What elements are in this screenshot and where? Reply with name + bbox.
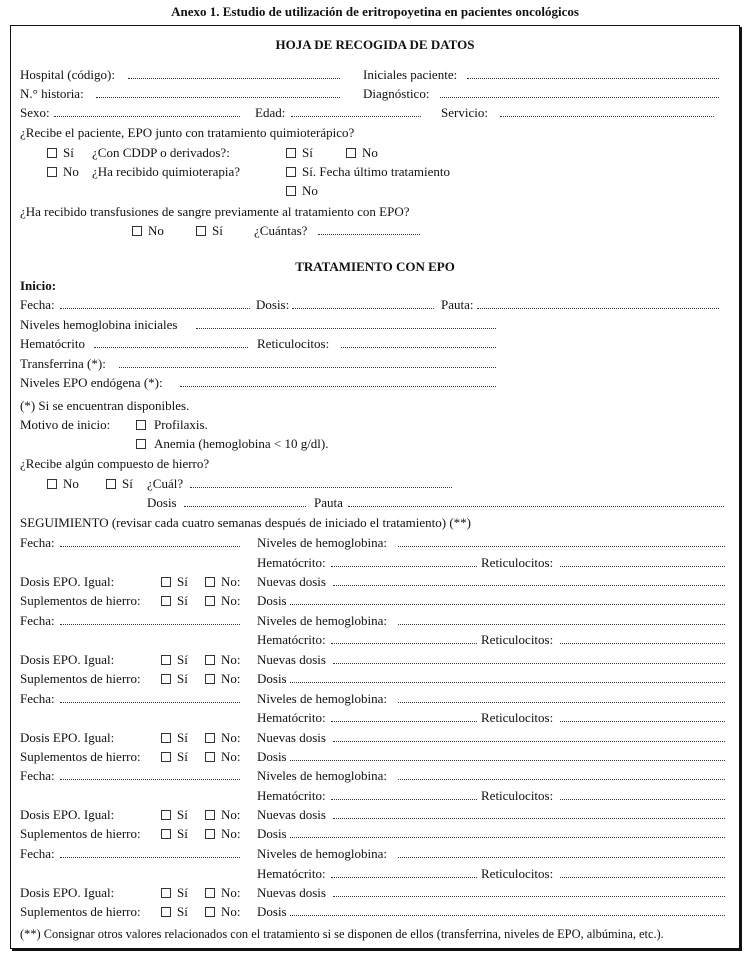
field-sexo[interactable] [54, 116, 240, 117]
label-si: Sí [177, 593, 188, 608]
field-nuevas-dosis[interactable] [333, 585, 725, 586]
label-reticulocitos: Reticulocitos: [257, 336, 330, 351]
field-nuevas-dosis[interactable] [333, 663, 725, 664]
checkbox-quimio-no[interactable] [47, 167, 57, 177]
checkbox-quimio-si[interactable] [47, 148, 57, 158]
field-fecha[interactable] [60, 308, 250, 309]
label-motivo: Motivo de inicio: [20, 417, 111, 432]
field-nuevas-dosis[interactable] [333, 741, 725, 742]
label-niveles-hemoglobina: Niveles de hemoglobina: [257, 846, 387, 862]
label-niveles-hemoglobina: Niveles de hemoglobina: [257, 768, 387, 784]
label-no: No [63, 476, 79, 491]
field-suplementos-dosis[interactable] [290, 915, 725, 916]
checkbox-recibido-no[interactable] [286, 186, 296, 196]
checkbox-hierro-no[interactable] [47, 479, 57, 489]
checkbox-suplementos-si[interactable] [161, 907, 171, 917]
section-heading-datos: HOJA DE RECOGIDA DE DATOS [275, 37, 475, 52]
checkbox-dosis-no[interactable] [205, 577, 215, 587]
section-heading-tratamiento: TRATAMIENTO CON EPO [295, 259, 455, 274]
field-hierro-dosis[interactable] [184, 506, 306, 507]
label-anemia: Anemia (hemoglobina < 10 g/dl). [154, 436, 329, 451]
checkbox-suplementos-no[interactable] [205, 907, 215, 917]
field-hemoglobina[interactable] [196, 328, 496, 329]
field-iniciales[interactable] [467, 78, 719, 79]
annex-title: Anexo 1. Estudio de utilización de eritropoyetina en pacientes oncológicos [171, 4, 579, 19]
field-hematocrito[interactable] [331, 799, 477, 800]
field-fecha[interactable] [60, 624, 240, 625]
checkbox-suplementos-no[interactable] [205, 674, 215, 684]
label-epo-endogena: Niveles EPO endógena (*): [20, 375, 163, 390]
field-nuevas-dosis[interactable] [333, 818, 725, 819]
field-servicio[interactable] [500, 116, 714, 117]
checkbox-cddp-no[interactable] [346, 148, 356, 158]
field-suplementos-dosis[interactable] [290, 682, 725, 683]
checkbox-dosis-si[interactable] [161, 888, 171, 898]
label-cual: ¿Cuál? [147, 476, 184, 491]
label-suplementos: Suplementos de hierro: [20, 904, 141, 920]
field-suplementos-dosis[interactable] [290, 760, 725, 761]
field-dosis[interactable] [292, 308, 434, 309]
question-quimio: ¿Recibe el paciente, EPO junto con tratamiento quimioterápico? [20, 125, 355, 140]
checkbox-dosis-si[interactable] [161, 810, 171, 820]
label-nuevas-dosis: Nuevas dosis [257, 651, 326, 667]
field-historia[interactable] [96, 97, 340, 98]
label-si: Sí [177, 574, 188, 589]
label-historia: N.° historia: [20, 86, 84, 101]
label-no: No: [221, 826, 241, 842]
label-iniciales: Iniciales paciente: [363, 67, 458, 82]
label-profilaxis: Profilaxis. [154, 417, 208, 432]
question-recibido-quimio: ¿Ha recibido quimioterapia? [92, 164, 240, 179]
label-nuevas-dosis: Nuevas dosis [257, 807, 326, 823]
checkbox-profilaxis[interactable] [136, 420, 146, 430]
label-pauta: Pauta: [441, 297, 474, 312]
field-cual[interactable] [190, 487, 452, 488]
label-suplementos: Suplementos de hierro: [20, 748, 141, 764]
checkbox-dosis-si[interactable] [161, 733, 171, 743]
label-dosis: Dosis [257, 826, 287, 842]
question-hierro: ¿Recibe algún compuesto de hierro? [20, 456, 210, 471]
label-reticulocitos: Reticulocitos: [481, 710, 554, 726]
label-hematocrito: Hematócrito [20, 336, 85, 351]
label-si: Sí [212, 223, 223, 238]
field-nuevas-dosis[interactable] [333, 896, 725, 897]
label-no: No: [221, 748, 241, 764]
label-suplementos: Suplementos de hierro: [20, 593, 141, 608]
checkbox-anemia[interactable] [136, 439, 146, 449]
label-si: Sí [177, 885, 188, 901]
label-nuevas-dosis: Nuevas dosis [257, 729, 326, 745]
label-dosis: Dosis: [256, 297, 290, 312]
label-no: No: [221, 807, 241, 823]
field-fecha[interactable] [60, 857, 240, 858]
checkbox-hierro-si[interactable] [106, 479, 116, 489]
label-si: Sí [302, 145, 313, 160]
field-niveles-hemoglobina[interactable] [398, 702, 725, 703]
label-dosis-epo: Dosis EPO. Igual: [20, 807, 115, 823]
label-suplementos: Suplementos de hierro: [20, 826, 141, 842]
checkbox-transf-si[interactable] [196, 226, 206, 236]
label-transferrina: Transferrina (*): [20, 356, 106, 371]
label-no: No [148, 223, 164, 238]
label-dosis-epo: Dosis EPO. Igual: [20, 651, 115, 667]
label-hospital: Hospital (código): [20, 67, 115, 82]
field-hematocrito[interactable] [331, 643, 477, 644]
label-dosis: Dosis [257, 593, 287, 608]
field-pauta[interactable] [477, 308, 719, 309]
label-cuantas: ¿Cuántas? [254, 223, 308, 238]
footnote-seguimiento: (**) Consignar otros valores relacionados con el tratamiento si se disponen de ellos (transferrina, niveles de EPO, albúmina, etc.). [20, 927, 664, 941]
label-si: Sí [177, 729, 188, 745]
footnote-disponibles: (*) Si se encuentran disponibles. [20, 398, 190, 413]
label-hemoglobina: Niveles hemoglobina iniciales [20, 317, 178, 332]
label-nuevas-dosis: Nuevas dosis [257, 574, 326, 589]
field-edad[interactable] [291, 116, 421, 117]
checkbox-dosis-no[interactable] [205, 810, 215, 820]
field-fecha[interactable] [60, 546, 240, 547]
field-transferrina[interactable] [119, 367, 496, 368]
checkbox-dosis-no[interactable] [205, 888, 215, 898]
checkbox-dosis-no[interactable] [205, 733, 215, 743]
label-niveles-hemoglobina: Niveles de hemoglobina: [257, 535, 387, 550]
label-si: Sí [122, 476, 133, 491]
field-reticulocitos[interactable] [560, 799, 725, 800]
label-dosis-epo: Dosis EPO. Igual: [20, 574, 115, 589]
field-reticulocitos[interactable] [560, 721, 725, 722]
checkbox-suplementos-no[interactable] [205, 596, 215, 606]
label-no: No: [221, 593, 241, 608]
label-reticulocitos: Reticulocitos: [481, 554, 554, 570]
field-cuantas[interactable] [318, 234, 420, 235]
field-hematocrito[interactable] [94, 347, 248, 348]
field-hematocrito[interactable] [331, 566, 477, 567]
field-hospital[interactable] [128, 78, 340, 79]
checkbox-recibido-si[interactable] [286, 167, 296, 177]
label-no: No [362, 145, 378, 160]
field-suplementos-dosis[interactable] [290, 837, 725, 838]
label-si: Sí [63, 145, 74, 160]
label-fecha: Fecha: [20, 846, 55, 862]
field-fecha[interactable] [60, 702, 240, 703]
label-fecha: Fecha: [20, 612, 55, 628]
checkbox-suplementos-si[interactable] [161, 674, 171, 684]
field-reticulocitos[interactable] [560, 877, 725, 878]
label-pauta: Pauta [314, 495, 343, 510]
label-no: No: [221, 885, 241, 901]
label-hematocrito: Hematócrito: [257, 632, 326, 648]
label-si: Sí [177, 670, 188, 686]
checkbox-cddp-si[interactable] [286, 148, 296, 158]
field-reticulocitos[interactable] [560, 566, 725, 567]
label-no: No: [221, 904, 241, 920]
label-hematocrito: Hematócrito: [257, 787, 326, 803]
label-si: Sí [177, 826, 188, 842]
checkbox-suplementos-no[interactable] [205, 829, 215, 839]
label-no: No [63, 164, 79, 179]
label-dosis: Dosis [147, 495, 177, 510]
label-fecha: Fecha: [20, 690, 55, 706]
checkbox-transf-no[interactable] [132, 226, 142, 236]
field-niveles-hemoglobina[interactable] [398, 857, 725, 858]
label-si: Sí [177, 651, 188, 667]
label-fecha: Fecha: [20, 535, 55, 550]
label-dosis: Dosis [257, 904, 287, 920]
checkbox-suplementos-no[interactable] [205, 752, 215, 762]
field-hematocrito[interactable] [331, 721, 477, 722]
section-heading-seguimiento: SEGUIMIENTO (revisar cada cuatro semanas después de iniciado el tratamiento) (**) [20, 515, 471, 530]
field-niveles-hemoglobina[interactable] [398, 546, 725, 547]
label-no: No: [221, 651, 241, 667]
label-no: No: [221, 670, 241, 686]
field-epo-endogena[interactable] [180, 386, 496, 387]
field-hematocrito[interactable] [331, 877, 477, 878]
checkbox-suplementos-si[interactable] [161, 829, 171, 839]
question-transfusiones: ¿Ha recibido transfusiones de sangre previamente al tratamiento con EPO? [20, 204, 410, 219]
field-reticulocitos[interactable] [341, 347, 496, 348]
label-reticulocitos: Reticulocitos: [481, 787, 554, 803]
label-no: No [302, 183, 318, 198]
label-hematocrito: Hematócrito: [257, 554, 326, 570]
label-edad: Edad: [255, 105, 286, 120]
label-inicio: Inicio: [20, 278, 57, 293]
label-si: Sí [177, 904, 188, 920]
label-nuevas-dosis: Nuevas dosis [257, 885, 326, 901]
label-diagnostico: Diagnóstico: [363, 86, 430, 101]
field-hierro-pauta[interactable] [348, 506, 724, 507]
label-servicio: Servicio: [441, 105, 488, 120]
label-si-fecha: Sí. Fecha último tratamiento [302, 164, 451, 179]
label-no: No: [221, 729, 241, 745]
label-si: Sí [177, 807, 188, 823]
label-dosis: Dosis [257, 748, 287, 764]
checkbox-suplementos-si[interactable] [161, 596, 171, 606]
field-niveles-hemoglobina[interactable] [398, 624, 725, 625]
checkbox-dosis-si[interactable] [161, 655, 171, 665]
field-fecha[interactable] [60, 779, 240, 780]
label-dosis-epo: Dosis EPO. Igual: [20, 885, 115, 901]
field-suplementos-dosis[interactable] [290, 604, 725, 605]
question-cddp: ¿Con CDDP o derivados?: [92, 145, 230, 160]
label-sexo: Sexo: [20, 105, 50, 120]
checkbox-dosis-no[interactable] [205, 655, 215, 665]
label-dosis: Dosis [257, 670, 287, 686]
label-niveles-hemoglobina: Niveles de hemoglobina: [257, 612, 387, 628]
label-reticulocitos: Reticulocitos: [481, 865, 554, 881]
label-dosis-epo: Dosis EPO. Igual: [20, 729, 115, 745]
label-fecha: Fecha: [20, 297, 55, 312]
label-niveles-hemoglobina: Niveles de hemoglobina: [257, 690, 387, 706]
checkbox-suplementos-si[interactable] [161, 752, 171, 762]
label-fecha: Fecha: [20, 768, 55, 784]
label-reticulocitos: Reticulocitos: [481, 632, 554, 648]
label-hematocrito: Hematócrito: [257, 710, 326, 726]
checkbox-dosis-si[interactable] [161, 577, 171, 587]
label-si: Sí [177, 748, 188, 764]
label-suplementos: Suplementos de hierro: [20, 670, 141, 686]
field-niveles-hemoglobina[interactable] [398, 779, 725, 780]
field-reticulocitos[interactable] [560, 643, 725, 644]
field-diagnostico[interactable] [440, 97, 719, 98]
label-hematocrito: Hematócrito: [257, 865, 326, 881]
label-no: No: [221, 574, 241, 589]
